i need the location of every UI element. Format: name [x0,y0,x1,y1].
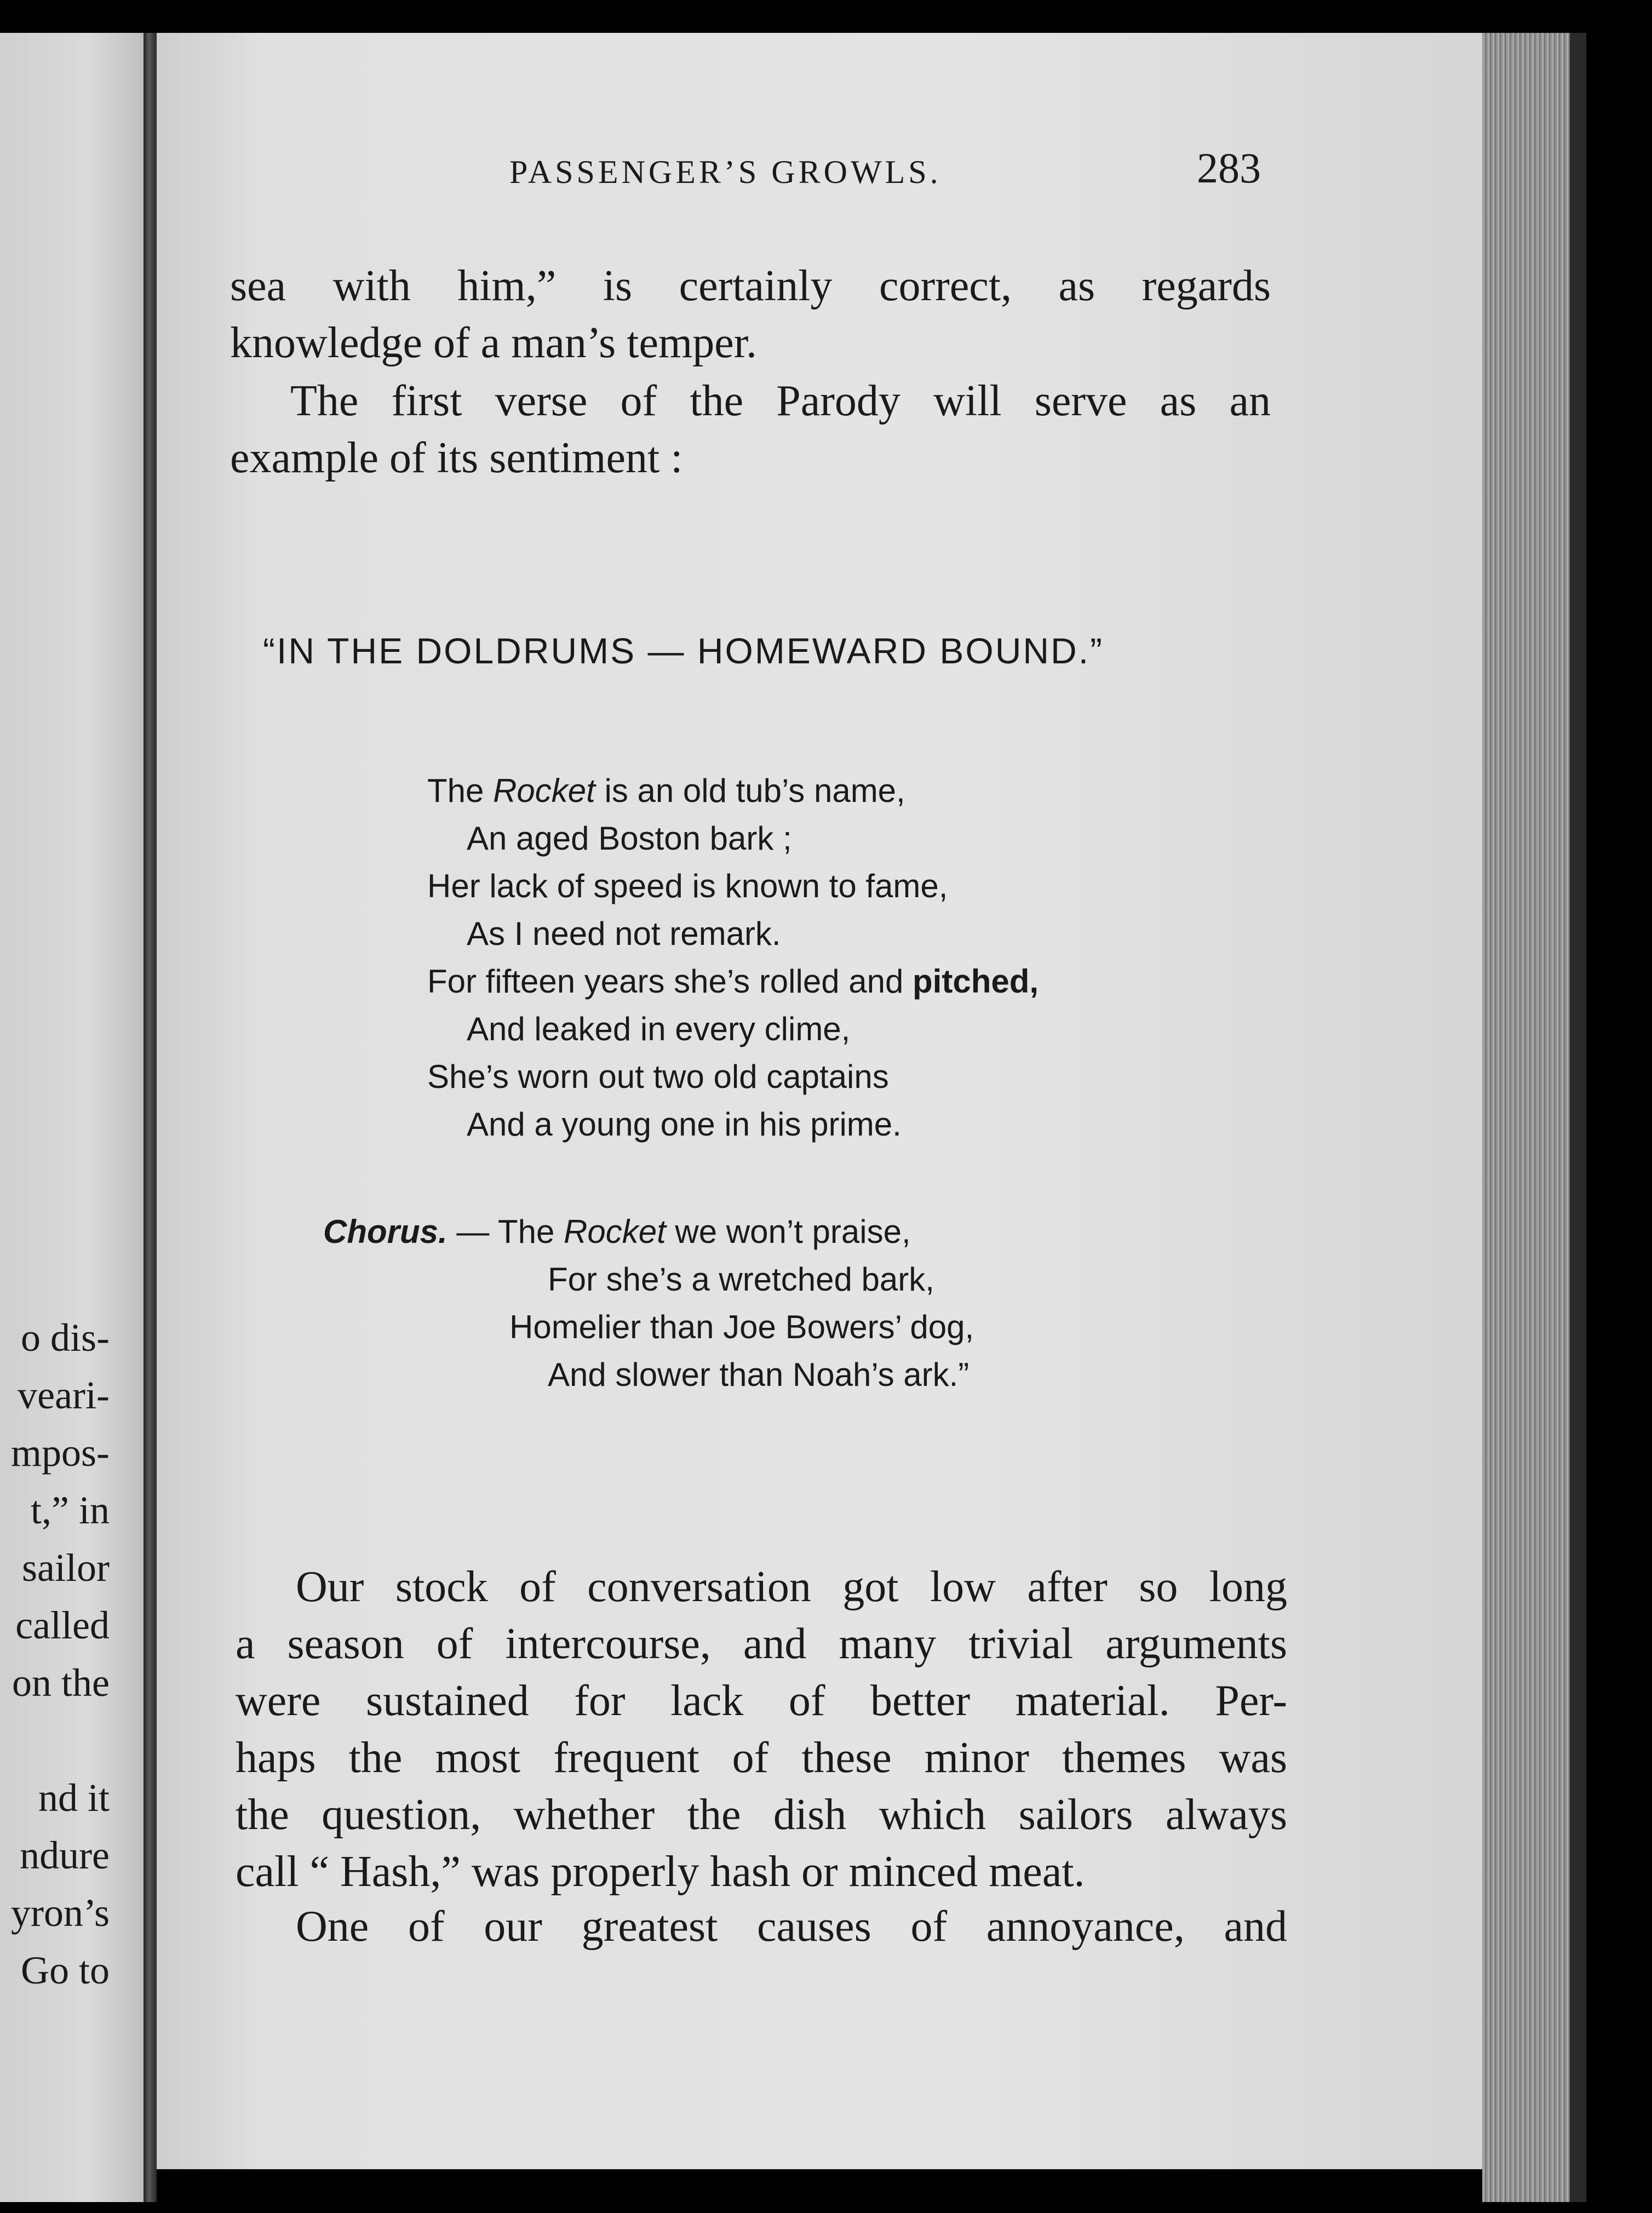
page-number: 283 [1197,144,1261,192]
chorus-text: we won’t praise, [666,1213,911,1250]
left-fragment: veari- [18,1373,110,1417]
left-fragment: on the [12,1661,110,1705]
poem-line: And leaked in every clime, [467,1011,851,1047]
text-line: One of our greatest causes of annoyance, and [296,1902,1287,1951]
text-line: example of its sentiment : [230,434,683,482]
book-gutter [144,33,157,2202]
poem-line [427,958,1039,1005]
left-fragment: t,” in [31,1488,110,1532]
chorus-line: Homelier than Joe Bowers’ dog, [509,1309,974,1345]
chorus-line: And slower than Noah’s ark.” [548,1356,970,1393]
chorus-label: Chorus. [323,1213,448,1250]
poem-verse [427,767,1039,1148]
text-line: call “ Hash,” was properly hash or minced meat. [236,1848,1085,1896]
left-fragment: called [15,1603,110,1647]
paragraph-1 [230,257,1271,371]
chorus [323,1208,974,1398]
poem-line: As I need not remark. [467,915,781,952]
poem-line: She’s worn out two old captains [427,1058,889,1095]
running-head: PASSENGER’S GROWLS. [509,154,942,190]
text-line: Our stock of conversation got low after so long [296,1563,1287,1611]
poem-text: is an old tub’s name, [595,772,905,809]
chorus-line: For she’s a wretched bark, [548,1261,934,1298]
chorus-line [323,1208,974,1255]
left-fragment: mpos- [11,1431,110,1475]
text-line: the question, whether the dish which sailors always [236,1791,1287,1839]
page-edges [1482,33,1570,2202]
poem-line: An aged Boston bark ; [467,820,792,857]
ship-name: Rocket [564,1213,666,1250]
poem-line: And a young one in his prime. [467,1106,902,1143]
left-fragment-gap [0,1712,148,1769]
poem-title: “IN THE DOLDRUMS — HOMEWARD BOUND.” [263,630,1104,671]
poem-text: The [427,772,494,809]
paragraph-2 [230,372,1271,486]
poem-text: pitched, [913,963,1039,1000]
left-fragment: Go to [21,1948,110,1992]
left-facing-page [0,33,148,2202]
text-line: knowledge of a man’s temper. [230,319,757,367]
poem-text: For fifteen years she’s rolled and [427,963,913,1000]
page-edges-shadow [1570,33,1586,2202]
text-line: The first verse of the Parody will serve as an [290,377,1271,425]
ship-name: Rocket [493,772,595,809]
poem-line: Her lack of speed is known to fame, [427,868,948,904]
chorus-text: — The [447,1213,564,1250]
text-line: haps the most frequent of these minor themes was [236,1734,1287,1782]
text-line: were sustained for lack of better material. Per- [236,1677,1287,1725]
poem-line [427,767,1039,815]
left-fragment: sailor [22,1546,110,1590]
text-line: sea with him,” is certainly correct, as regards [230,262,1271,310]
left-fragment: nd it [38,1776,110,1820]
left-fragment: ndure [20,1833,110,1877]
left-page-text-fragments [0,1309,148,1999]
left-fragment: o dis- [21,1316,110,1360]
left-fragment: yron’s [11,1891,110,1935]
paragraph-4 [236,1898,1287,1955]
paragraph-3 [236,1558,1287,1900]
text-line: a season of intercourse, and many trivial arguments [236,1620,1287,1668]
